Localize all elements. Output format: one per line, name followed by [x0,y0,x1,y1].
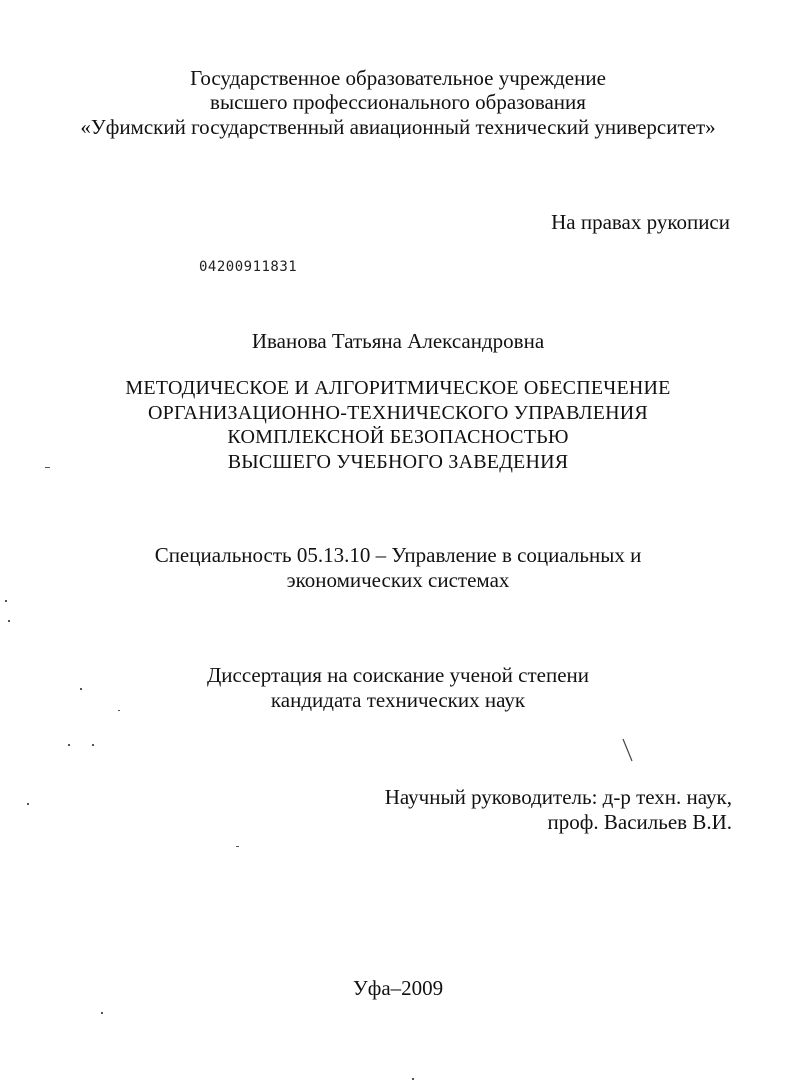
dissertation-title-line-4: ВЫСШЕГО УЧЕБНОГО ЗАВЕДЕНИЯ [227,451,569,473]
rights-note: На правах рукописи [551,210,730,234]
scan-speck [118,710,120,711]
specialty-line-1: Специальность 05.13.10 – Управление в социальных и [154,543,642,567]
institution-line-2: высшего профессионального образования [210,90,586,114]
scan-speck [236,846,239,847]
scan-speck [101,1012,103,1014]
institution-line-1: Государственное образовательное учреждение [190,66,606,90]
scan-speck [68,744,70,746]
dissertation-title-line-1: МЕТОДИЧЕСКОЕ И АЛГОРИТМИЧЕСКОЕ ОБЕСПЕЧЕНИЕ [125,377,671,399]
pen-stroke-line [623,739,632,761]
scan-speck [412,1078,414,1080]
dissertation-title-line-2: ОРГАНИЗАЦИОННО-ТЕХНИЧЕСКОГО УПРАВЛЕНИЯ [148,402,648,424]
specialty-line-2: экономических системах [286,568,510,592]
city-year: Уфа–2009 [352,976,444,1000]
author-name: Иванова Татьяна Александровна [251,329,545,353]
institution-line-3: «Уфимский государственный авиационный технический университет» [80,115,716,139]
pen-stroke-mark [618,737,638,765]
scan-speck [27,803,29,805]
registration-code: 04200911831 [199,259,298,275]
scan-speck [45,467,50,468]
scan-speck [5,600,7,602]
scan-speck [92,744,94,746]
scan-speck [80,688,82,690]
degree-line-1: Диссертация на соискание ученой степени [206,663,590,687]
supervisor-line-1: Научный руководитель: д-р техн. наук, [384,785,732,809]
degree-line-2: кандидата технических наук [270,688,526,712]
scan-speck [8,620,10,622]
supervisor-line-2: проф. Васильев В.И. [547,810,732,834]
dissertation-title-line-3: КОМПЛЕКСНОЙ БЕЗОПАСНОСТЬЮ [227,426,569,448]
